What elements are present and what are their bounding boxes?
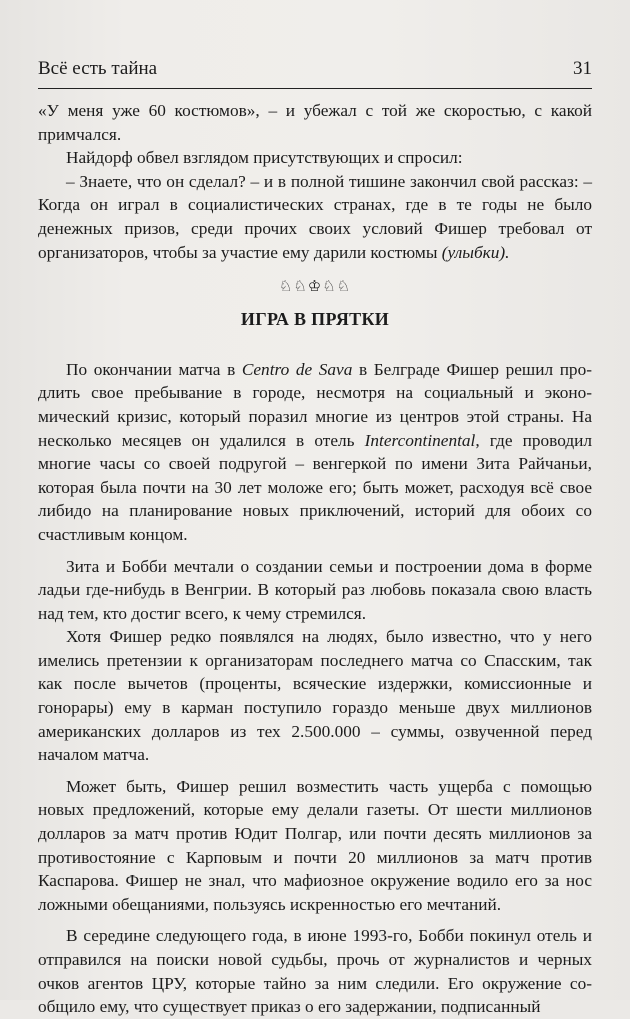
paragraph-3: Хотя Фишер редко появлялся на людях, было известно, что у него имелись претензии к организаторам последнего матча со Спасским, так как после вычетов (проценты, всяческие издержки, комиссионные и гонорары) ему в карман поступило гораздо меньше двух миллионов американских долларов из тех 2.500.000 – суммы, озвученной перед началом матча. bbox=[38, 627, 592, 765]
section-heading: ИГРА В ПРЯТКИ bbox=[240, 309, 390, 330]
intro-paragraph-3-text: – Знаете, что он сделал? – и в полной тишине закончил свой рассказ: – Когда он играл в социалистических странах, где в те годы не было денежных призов, среди прочих своих условий Фишер требовал от организаторов, чтобы за участие ему дарили костюмы bbox=[38, 171, 592, 262]
p1-middle: в Белграде Фишер решил продлить свое пребывание в городе, несмотря на социальный и экономический кризис, который поразил многие из центров этой страны. На несколько месяцев он удалился в отель bbox=[38, 359, 592, 450]
intro-emphasis: (улыбки). bbox=[441, 242, 510, 262]
chapter-title: Всё есть тайна bbox=[38, 58, 158, 79]
venue-name: Centro de Sava bbox=[241, 359, 353, 379]
intro-paragraph-3 bbox=[38, 170, 592, 264]
p1-before: По окончании матча в bbox=[66, 359, 236, 379]
intro-paragraph-1: «У меня уже 60 костюмов», – и убежал с той же скоростью, с какой примчался. bbox=[38, 101, 592, 144]
hotel-name: Intercontinental bbox=[364, 430, 476, 450]
paragraph-2: Зита и Бобби мечтали о создании семьи и построении дома в форме ладьи где-нибудь в Венгрии. В который раз любовь показала свою власть над тем, кто достиг всего, к чему стремился. bbox=[38, 556, 592, 623]
paragraph-4: Может быть, Фишер решил возместить часть ущерба с помощью новых предложений, которые ему делали газеты. От шести миллионов долларов за матч против Юдит Полгар, или почти десять миллионов за противостояние с Карповым и почти 20 миллионов за матч против Каспарова. Фишер не знал, что мафиозное окружение водило его за нос ложными обещаниями, пользуясь искренностью его мечтаний. bbox=[38, 776, 592, 914]
p1-after: , где проводил многие часы со своей подругой – венгеркой по имени Зита Райчаньи, которая была почти на 30 лет моложе его; быть может, расходуя всё свое либидо на планирование новых приключений, историй для обоих со счастливым концом. bbox=[38, 430, 593, 544]
paragraph-5: В середине следующего года, в июне 1993-го, Бобби покинул отель и отправился на поиски новой судьбы, прочь от журналистов и черных очков агентов ЦРУ, которые тайно за ним следили. Его окружение сообщило ему, что существует приказ о его задержании, подписанный bbox=[38, 926, 592, 1017]
intro-paragraph-2: Найдорф обвел взглядом присутствующих и спросил: bbox=[66, 148, 463, 168]
chess-ornament: ♘♘♔♘♘ bbox=[278, 279, 352, 296]
page-body bbox=[38, 99, 592, 1019]
page-number: 31 bbox=[573, 58, 592, 79]
header-rule bbox=[38, 88, 592, 89]
running-head bbox=[38, 58, 592, 84]
paragraph-1 bbox=[38, 358, 592, 547]
